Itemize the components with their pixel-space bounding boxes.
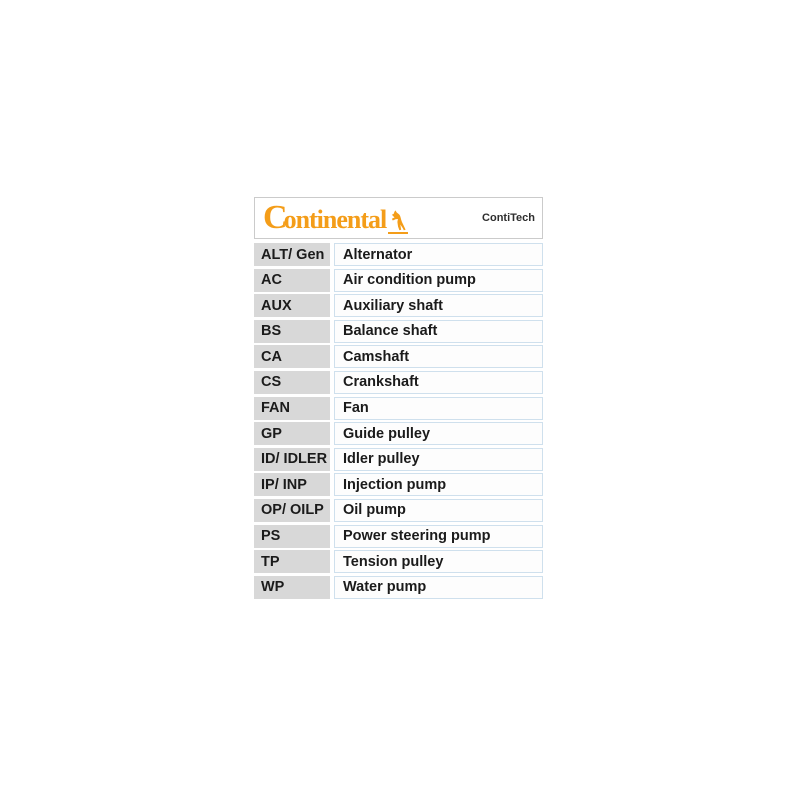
continental-wordmark: Continental [263,199,387,236]
legend-table [254,243,543,599]
legend-card [254,197,543,601]
continental-logo [263,201,408,235]
table-row [254,499,543,522]
abbreviation-cell: BS [254,320,330,343]
table-row [254,320,543,343]
abbreviation-cell: AUX [254,294,330,317]
brand-header [254,197,543,239]
description-cell: Auxiliary shaft [334,294,543,317]
table-row [254,294,543,317]
description-cell: Water pump [334,576,543,599]
table-row [254,345,543,368]
description-cell: Camshaft [334,345,543,368]
abbreviation-cell: ALT/ Gen [254,243,330,266]
description-cell: Balance shaft [334,320,543,343]
table-row [254,576,543,599]
description-cell: Air condition pump [334,269,543,292]
rearing-horse-icon [388,210,408,234]
table-row [254,397,543,420]
description-cell: Crankshaft [334,371,543,394]
abbreviation-cell: ID/ IDLER [254,448,330,471]
description-cell: Tension pulley [334,550,543,573]
description-cell: Guide pulley [334,422,543,445]
table-row [254,550,543,573]
abbreviation-cell: OP/ OILP [254,499,330,522]
table-row [254,371,543,394]
abbreviation-cell: WP [254,576,330,599]
description-cell: Alternator [334,243,543,266]
abbreviation-cell: FAN [254,397,330,420]
abbreviation-cell: PS [254,525,330,548]
table-row [254,422,543,445]
table-row [254,269,543,292]
table-row [254,243,543,266]
abbreviation-cell: TP [254,550,330,573]
abbreviation-cell: IP/ INP [254,473,330,496]
table-row [254,448,543,471]
description-cell: Idler pulley [334,448,543,471]
abbreviation-cell: AC [254,269,330,292]
table-row [254,525,543,548]
contitech-wordmark: ContiTech [482,212,535,224]
description-cell: Injection pump [334,473,543,496]
table-row [254,473,543,496]
abbreviation-cell: GP [254,422,330,445]
description-cell: Fan [334,397,543,420]
abbreviation-cell: CA [254,345,330,368]
description-cell: Power steering pump [334,525,543,548]
description-cell: Oil pump [334,499,543,522]
abbreviation-cell: CS [254,371,330,394]
